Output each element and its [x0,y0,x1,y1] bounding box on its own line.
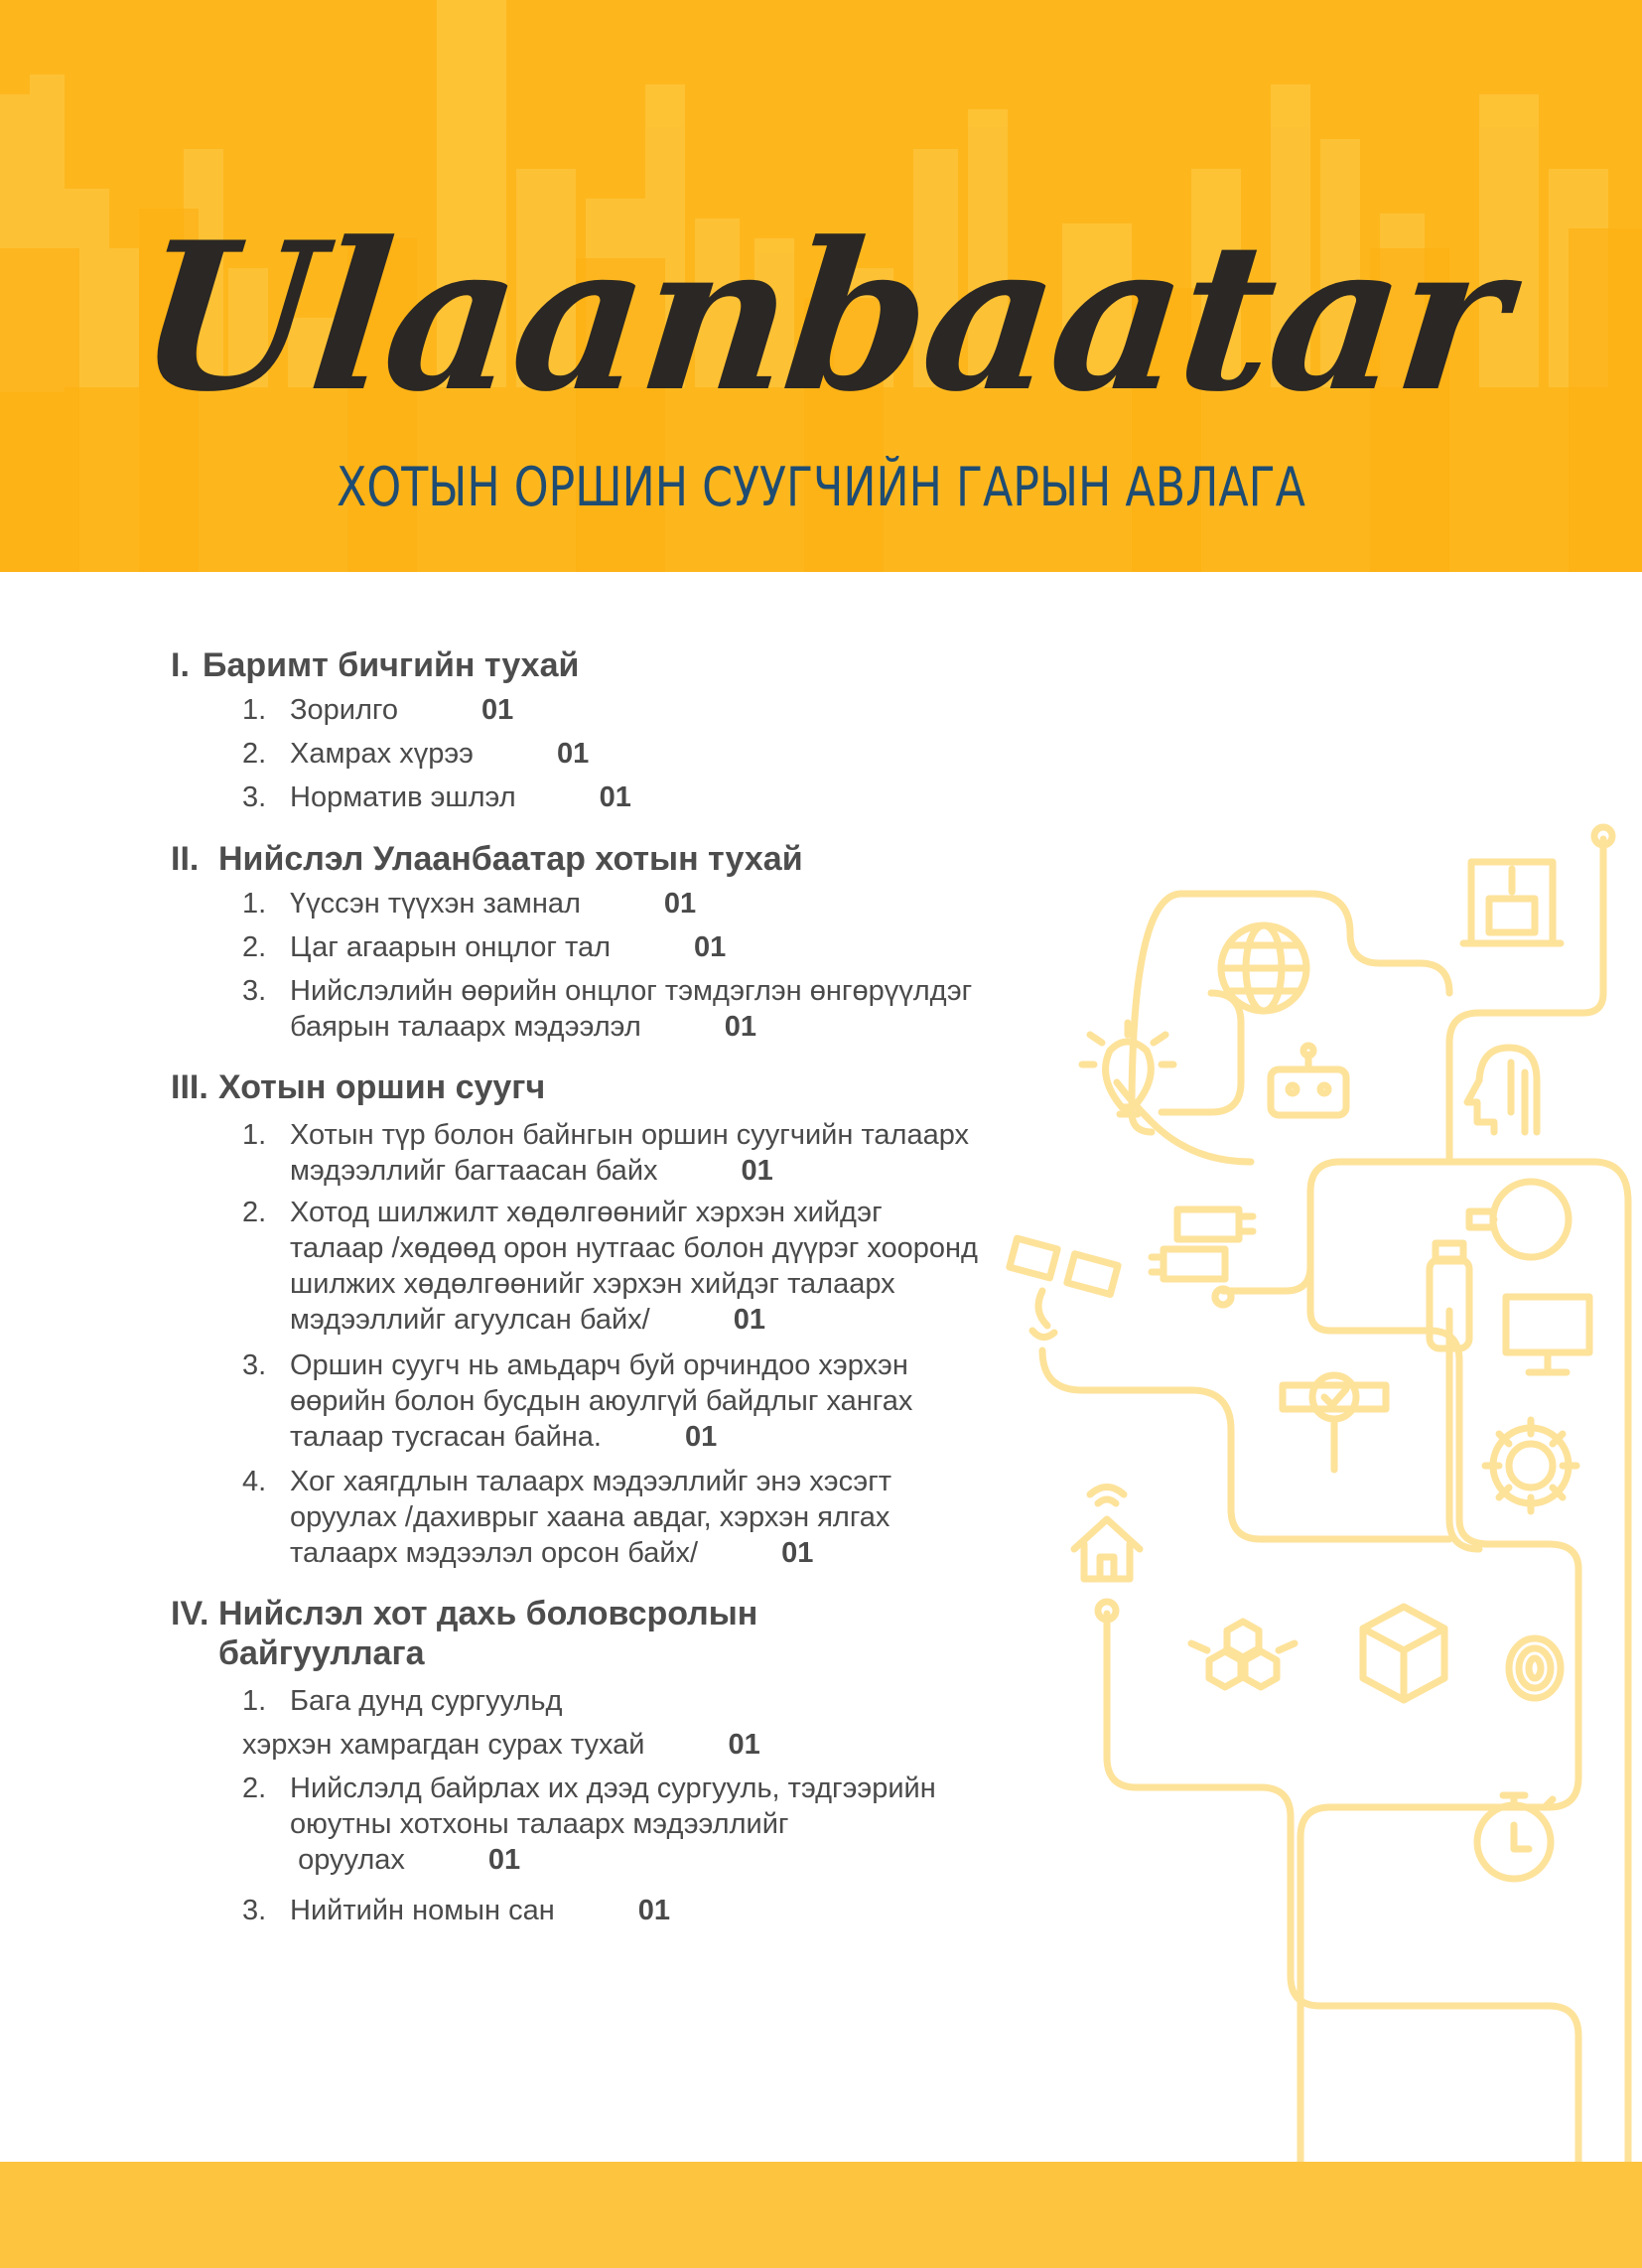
page-number: 01 [728,1729,760,1761]
section-number: I. [171,646,190,684]
item-number: 1. [242,694,267,726]
section-number: IV. [171,1595,209,1632]
item-number: 1. [242,1119,267,1151]
item-text-line: Нийслэлийн өөрийн онцлог тэмдэглэн өнгөрүүлдэг [290,975,973,1007]
page-number: 01 [733,1304,765,1336]
page-number: 01 [694,931,727,963]
item-number: 1. [242,1685,267,1717]
item-number: 3. [242,1349,267,1381]
footer-band [0,2162,1642,2268]
page-number: 01 [556,738,590,770]
section-title-line: байгууллага [218,1634,425,1672]
item-text-line: Хог хаягдлын талаарх мэдээллийг энэ хэсэгт [290,1466,892,1497]
item-number: 3. [242,781,267,813]
page-number: 01 [599,781,631,813]
item-text-line: Хотод шилжилт хөдөлгөөнийг хэрхэн хийдэг [290,1197,883,1228]
item-number: 3. [242,975,267,1007]
item-text-line: оруулах [298,1844,405,1876]
item-text: Зорилго [290,694,398,726]
page-number: 01 [781,1537,814,1569]
item-number: 3. [242,1895,267,1926]
item-text: Цаг агаарын онцлог тал [290,931,611,963]
item-text-line: мэдээллийг агуулсан байх/ [290,1304,650,1336]
item-text-line: хэрхэн хамрагдан сурах тухай [242,1729,645,1761]
section-title: Нийслэл Улаанбаатар хотын тухай [218,840,803,878]
page-number: 01 [724,1011,757,1043]
item-text-line: шилжих хөдөлгөөнийг хэрхэн хийдэг талаарх [290,1268,895,1300]
item-number: 2. [242,1197,267,1228]
item-number: 2. [242,1772,267,1804]
item-text-line: баярын талаарх мэдээлэл [290,1011,641,1043]
item-number: 1. [242,888,267,920]
section-number: II. [171,840,200,878]
item-number: 2. [242,738,267,770]
item-text-line: талаар тусгасан байна. [290,1421,602,1453]
item-text-line: мэдээллийг багтаасан байх [290,1155,658,1187]
item-text-line: Хотын түр болон байнгын оршин суугчийн талаарх [290,1119,970,1151]
item-text: Хамрах хүрээ [290,738,474,770]
logo-title: Ulaanbaatar [127,199,1515,437]
item-text-line: Нийслэлд байрлах их дээд сургууль, тэдгээрийн [290,1772,936,1804]
page-number: 01 [480,694,514,726]
section-title-line: Нийслэл хот дахь боловсролын [218,1595,758,1632]
page-number: 01 [663,888,697,920]
item-text: Нийтийн номын сан [290,1895,555,1926]
item-number: 4. [242,1466,267,1497]
page-number: 01 [487,1844,521,1876]
item-text-line: Бага дунд сургуульд [290,1685,563,1717]
item-text-line: талаарх мэдээлэл орсон байх/ [290,1537,699,1569]
item-text: Үүссэн түүхэн замнал [290,888,581,920]
item-text-line: өөрийн болон бусдын аюулгүй байдлыг хангах [290,1385,913,1417]
section-title: Хотын оршин суугч [218,1068,546,1106]
item-text-line: талаар /хөдөөд орон нутгаас болон дүүрэг хооронд [290,1232,978,1264]
page-subtitle: ХОТЫН ОРШИН СУУГЧИЙН ГАРЫН АВЛАГА [337,456,1305,518]
section-number: III. [171,1068,208,1106]
section-title: Баримт бичгийн тухай [203,646,580,684]
item-text-line: Оршин суугч нь амьдарч буй орчиндоо хэрхэн [290,1349,908,1381]
item-text-line: оюутны хотхоны талаарх мэдээллийг [290,1808,789,1840]
page-number: 01 [637,1895,671,1926]
page-number: 01 [684,1421,718,1453]
page-number: 01 [741,1155,773,1187]
item-text-line: оруулах /дахиврыг хаана авдаг, хэрхэн ялгах [290,1501,890,1533]
item-number: 2. [242,931,267,963]
item-text: Норматив эшлэл [290,781,516,813]
